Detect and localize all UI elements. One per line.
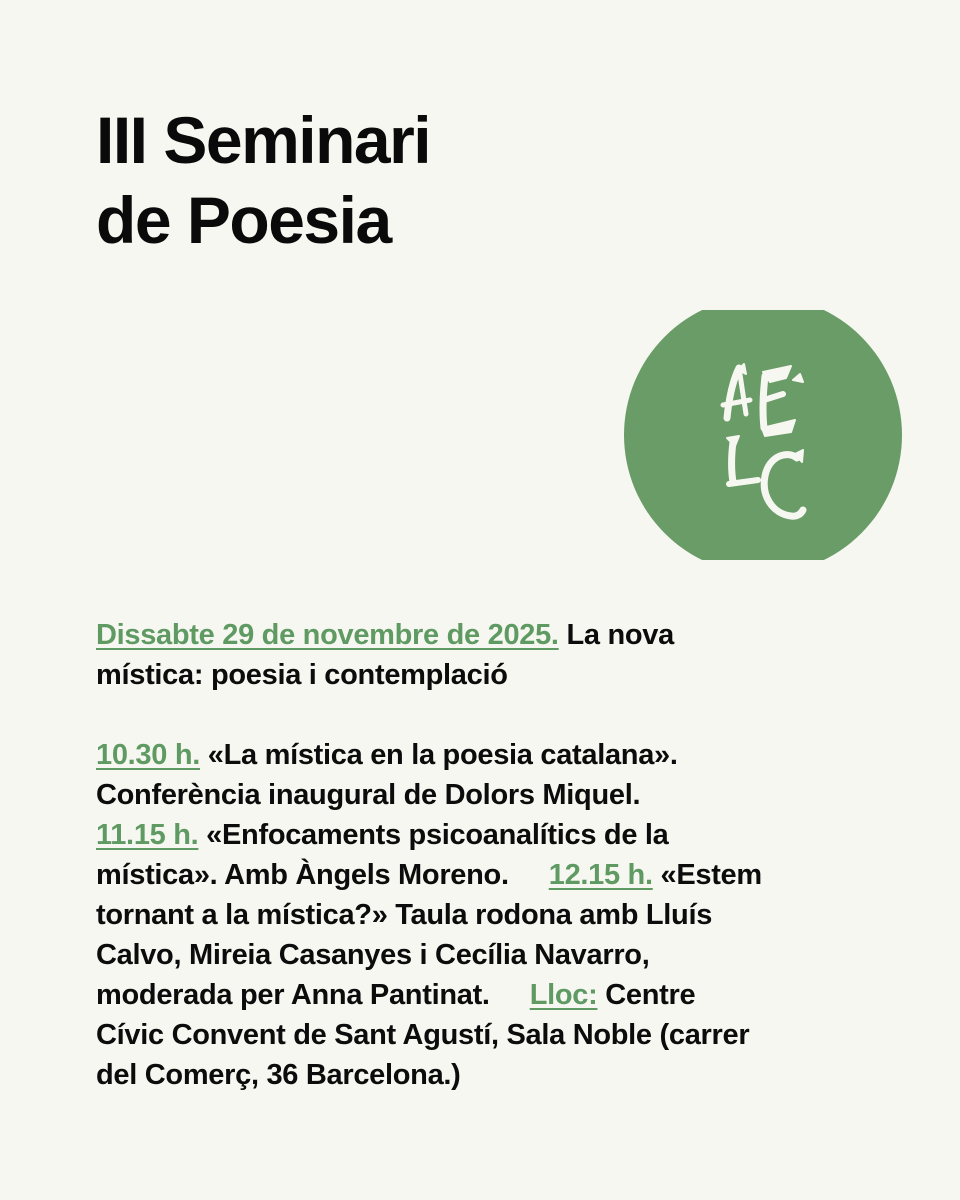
- schedule: [96, 735, 876, 1095]
- theme-part-2: mística: poesia i contemplació: [96, 659, 508, 691]
- time-link-2[interactable]: 11.15 h.: [96, 819, 199, 851]
- location-link[interactable]: Lloc:: [529, 979, 598, 1011]
- item-2-line-2: mística». Amb Àngels Moreno.: [96, 859, 509, 891]
- item-3-line-3: Calvo, Mireia Casanyes i Cecília Navarro,: [96, 939, 650, 971]
- item-3-line-4: moderada per Anna Pantinat.: [96, 979, 490, 1011]
- time-link-1[interactable]: 10.30 h.: [96, 739, 200, 771]
- spacer: [96, 695, 876, 735]
- date-link[interactable]: Dissabte 29 de novembre de 2025.: [96, 619, 559, 651]
- item-1-line-2: Conferència inaugural de Dolors Miquel.: [96, 779, 641, 811]
- location-line-2: Cívic Convent de Sant Agustí, Sala Noble (carrer: [96, 1019, 750, 1051]
- logo-circle: [624, 310, 902, 560]
- program-intro: [96, 615, 876, 695]
- program-text: [96, 615, 876, 1095]
- location-line-1: Centre: [605, 979, 696, 1011]
- title-line-1: III Seminari: [96, 103, 431, 177]
- page-title: [96, 100, 430, 260]
- location-line-3: del Comerç, 36 Barcelona.): [96, 1059, 461, 1091]
- item-1-line-1: «La mística en la poesia catalana».: [207, 739, 678, 771]
- theme-part-1: La nova: [566, 619, 674, 651]
- aelc-logo: [623, 310, 903, 560]
- time-link-3[interactable]: 12.15 h.: [548, 859, 653, 891]
- item-2-line-1: «Enfocaments psicoanalítics de la: [206, 819, 669, 851]
- item-3-line-2: tornant a la mística?» Taula rodona amb Lluís: [96, 899, 713, 931]
- title-line-2: de Poesia: [96, 183, 391, 257]
- aelc-logo-icon: [623, 310, 903, 560]
- item-3-line-1: «Estem: [660, 859, 762, 891]
